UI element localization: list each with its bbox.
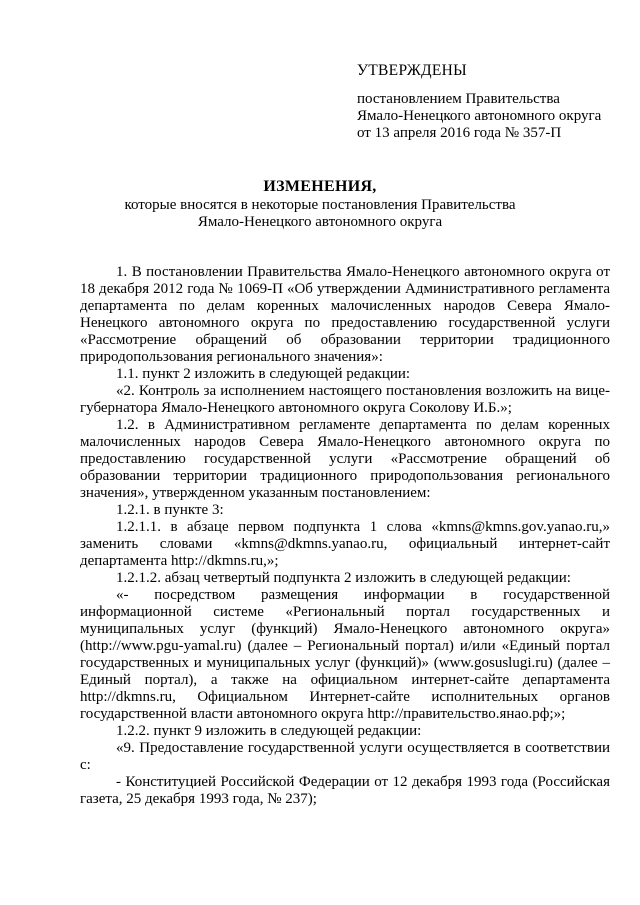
approval-title: УТВЕРЖДЕНЫ bbox=[357, 62, 467, 79]
body-paragraph: 1.2. в Административном регламенте департамента по делам коренных малочисленных народов Севера Ямало-Ненецкого автономного округа по предоставлению государственной услуги «Рассмотрение обращений об образовании территории традиционного природопользования регионального значения», утвержденном указанным постановлением: bbox=[80, 417, 610, 501]
document-subtitle-line: которые вносятся в некоторые постановления Правительства bbox=[124, 197, 516, 213]
body-paragraph: 1.2.2. пункт 9 изложить в следующей редакции: bbox=[116, 723, 422, 739]
body-paragraph: 1.2.1.1. в абзаце первом подпункта 1 слова «kmns@kmns.gov.yanao.ru,» заменить словами «kmns@dkmns.yanao.ru, официальный интернет-сайт департамента http://dkmns.ru,»; bbox=[80, 519, 610, 569]
document-subtitle-line: Ямало-Ненецкого автономного округа bbox=[197, 214, 443, 230]
body-paragraph: - Конституцией Российской Федерации от 12 декабря 1993 года (Российская газета, 25 декабря 1993 года, № 237); bbox=[80, 774, 610, 807]
approval-line: Ямало-Ненецкого автономного округа bbox=[357, 108, 602, 124]
approval-block bbox=[357, 62, 627, 142]
body-paragraph: «9. Предоставление государственной услуги осуществляется в соответствии с: bbox=[80, 740, 610, 773]
document-body bbox=[80, 264, 610, 808]
body-paragraph: 1. В постановлении Правительства Ямало-Ненецкого автономного округа от 18 декабря 2012 года № 1069-П «Об утверждении Административного регламента департамента по делам коренных малочисленных народов Севера Ямало-Ненецкого автономного округа по предоставлению государственной услуги «Рассмотрение обращений об образовании территории традиционного природопользования регионального значения»: bbox=[80, 264, 610, 365]
approval-line: от 13 апреля 2016 года № 357-П bbox=[357, 125, 562, 141]
body-paragraph: «2. Контроль за исполнением настоящего постановления возложить на вице-губернатора Ямало-Ненецкого автономного округа Соколову И.Б.»; bbox=[80, 383, 610, 416]
body-paragraph: 1.2.1. в пункте 3: bbox=[116, 502, 224, 518]
body-paragraph: 1.1. пункт 2 изложить в следующей редакции: bbox=[116, 366, 411, 382]
body-paragraph: «- посредством размещения информации в государственной информационной системе «Региональный портал государственных и муниципальных услуг (функций) Ямало-Ненецкого автономного округа» (http://www.pgu-yamal.ru) (далее – Региональный портал) и/или «Единый портал государственных и муниципальных услуг (функций)» (www.gosuslugi.ru) (далее – Единый портал), а также на официальном интернет-сайте департамента http://dkmns.ru, Официальном Интернет-сайте исполнительных органов государственной власти автономного округа http://правительство.янао.рф;»; bbox=[80, 587, 610, 722]
document-heading bbox=[0, 178, 640, 231]
document-title: ИЗМЕНЕНИЯ, bbox=[263, 178, 377, 195]
approval-line: постановлением Правительства bbox=[357, 91, 560, 107]
body-paragraph: 1.2.1.2. абзац четвертый подпункта 2 изложить в следующей редакции: bbox=[116, 570, 571, 586]
